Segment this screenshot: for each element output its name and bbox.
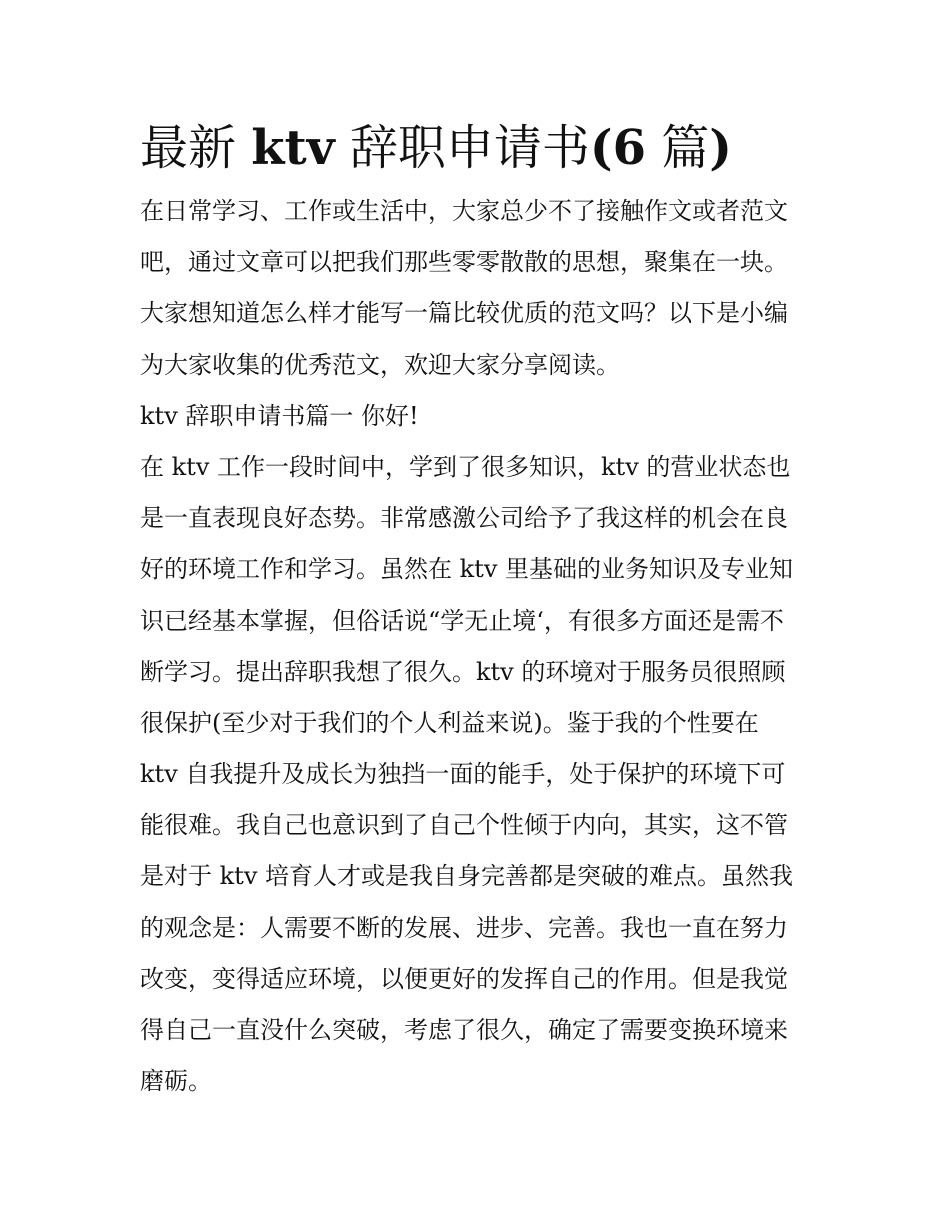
body-line: 磨砺。 xyxy=(140,1067,212,1096)
title-text: 篇 xyxy=(661,120,710,176)
body-line: 在日常学习、工作或生活中，大家总少不了接触作文或者范文 xyxy=(140,197,788,225)
document-page xyxy=(140,110,820,1107)
title-text-bold: ) xyxy=(709,120,732,176)
body-line: 是对于 ktv 培育人才或是我自身完善都是突破的难点。虽然我 xyxy=(140,862,794,891)
body-line: 能很难。我自己也意识到了自己个性倾于内向，其实，这不管 xyxy=(140,811,788,840)
body-line: 改变，变得适应环境，以便更好的发挥自己的作用。但是我觉 xyxy=(140,964,788,993)
section-heading: ktv 辞职申请书篇一 你好! xyxy=(140,401,419,430)
title-text: 辞职申请书 xyxy=(349,120,590,176)
body-line: 很保护(至少对于我们的个人利益来说)。鉴于我的个性要在 xyxy=(140,708,759,737)
body-line: 好的环境工作和学习。虽然在 ktv 里基础的业务知识及专业知 xyxy=(140,555,794,584)
body-line: 的观念是：人需要不断的发展、进步、完善。我也一直在努力 xyxy=(140,913,788,942)
body-line: 在 ktv 工作一段时间中，学到了很多知识，ktv 的营业状态也 xyxy=(140,452,791,481)
body-line: 为大家收集的优秀范文，欢迎大家分享阅读。 xyxy=(140,350,620,379)
title-text-bold: (6 xyxy=(589,120,646,176)
body-line: 断学习。提出辞职我想了很久。ktv 的环境对于服务员很照顾 xyxy=(140,657,786,686)
body-line: 得自己一直没什么突破，考虑了很久，确定了需要变换环境来 xyxy=(140,1016,788,1044)
title-text-bold: ktv xyxy=(251,120,335,176)
body-line: 吧，通过文章可以把我们那些零零散散的思想，聚集在一块。 xyxy=(140,248,788,277)
body-line: 大家想知道怎么样才能写一篇比较优质的范文吗？以下是小编 xyxy=(140,299,788,328)
body-line: ktv 自我提升及成长为独挡一面的能手，处于保护的环境下可 xyxy=(140,760,786,789)
body-line: 识已经基本掌握，但俗话说“学无止境‘，有很多方面还是需不 xyxy=(140,606,784,635)
document-title xyxy=(140,110,820,186)
body-line: 是一直表现良好态势。非常感激公司给予了我这样的机会在良 xyxy=(140,504,788,533)
title-text: 最新 xyxy=(140,120,237,176)
document-body xyxy=(140,186,820,1107)
